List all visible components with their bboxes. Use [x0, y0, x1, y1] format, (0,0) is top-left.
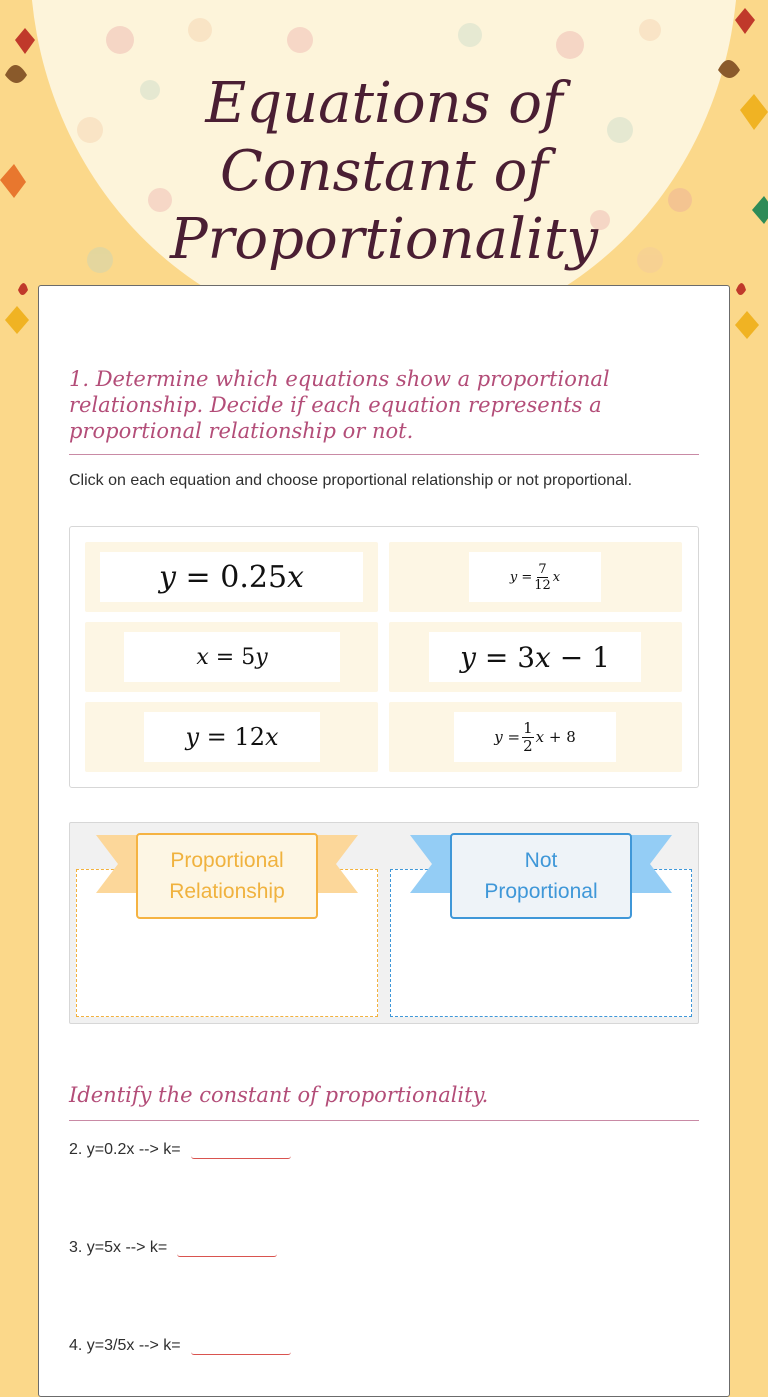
- fraction: $\frac{1}{2}$: [523, 718, 533, 755]
- answer-input[interactable]: [177, 1234, 277, 1257]
- equation-slot: [389, 542, 682, 612]
- question-4: [69, 1332, 291, 1355]
- divider: [69, 454, 699, 455]
- question-3: [69, 1234, 277, 1257]
- divider: [69, 1120, 699, 1121]
- question-2: [69, 1136, 291, 1159]
- question-2-prompt: 2. y=0.2x --> k=: [69, 1141, 181, 1158]
- title-line: Proportionality: [169, 207, 599, 272]
- equation-slot: [85, 702, 378, 772]
- equation-card[interactable]: y = $\frac{7}{12}$ x: [469, 552, 601, 602]
- section-2-heading: Identify the constant of proportionality.: [69, 1083, 489, 1107]
- worksheet-card: [38, 285, 730, 1397]
- worksheet-title: [0, 70, 768, 274]
- equation-card[interactable]: y = $\frac{1}{2}$ x + 8: [454, 712, 616, 762]
- not-proportional-category-label: Not Proportional: [450, 833, 632, 919]
- equation-slot: [389, 622, 682, 692]
- question-1-instruction: Click on each equation and choose proportional relationship or not proportional.: [69, 472, 633, 489]
- question-3-prompt: 3. y=5x --> k=: [69, 1239, 168, 1256]
- question-4-prompt: 4. y=3/5x --> k=: [69, 1337, 181, 1354]
- equation-slot: [85, 542, 378, 612]
- equation-card[interactable]: x = 5 y: [124, 632, 340, 682]
- equation-bank: [69, 526, 699, 788]
- title-line: Equations of: [205, 71, 563, 136]
- equation-card[interactable]: y = 0.25 x: [100, 552, 363, 602]
- question-1-heading: 1. Determine which equations show a proportional relationship. Decide if each equation represents a proportional relationship or not.: [69, 367, 610, 443]
- fraction: $\frac{7}{12}$: [534, 561, 551, 593]
- equation-slot: [389, 702, 682, 772]
- proportional-category-label: Proportional Relationship: [136, 833, 318, 919]
- equation-card[interactable]: y = 12 x: [144, 712, 320, 762]
- category-panel: [69, 822, 699, 1024]
- equation-card[interactable]: y = 3 x − 1: [429, 632, 641, 682]
- answer-input[interactable]: [191, 1332, 291, 1355]
- equation-slot: [85, 622, 378, 692]
- title-line: Constant of: [219, 139, 549, 204]
- answer-input[interactable]: [191, 1136, 291, 1159]
